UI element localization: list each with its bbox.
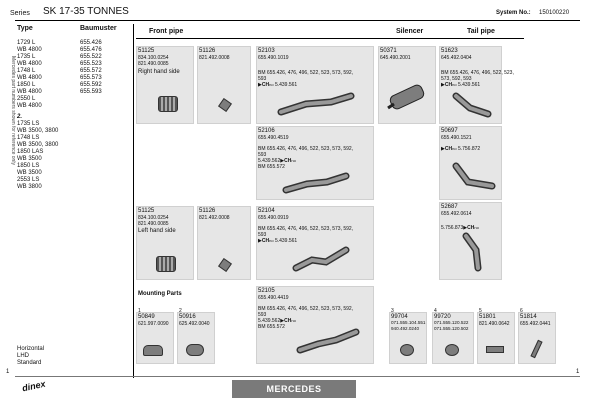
baumuster-item: 655.573 [80, 75, 102, 81]
type-item: 1850 LAS [17, 149, 44, 155]
part-number: 52103 [258, 48, 275, 54]
baumuster-item: 655.476 [80, 47, 102, 53]
col-header-rule [136, 38, 524, 39]
tail-pipe-icon [452, 90, 492, 118]
part-ref: 655.490.4519 [258, 135, 289, 141]
type-item: WB 3500, 3800 [17, 128, 59, 134]
ch-label: CH [467, 225, 475, 231]
type-item: WB 4800 [17, 47, 42, 53]
rubber-mount-icon [400, 344, 414, 356]
footer-label: Horizontal [17, 346, 45, 352]
type-item: WB 4800 [17, 61, 42, 67]
part-ref: 655.490.4419 [258, 295, 289, 301]
part-ref: 621.997.0090 [138, 321, 169, 327]
part-ref: 655.490.0919 [258, 215, 289, 221]
header-rule [15, 20, 580, 21]
ch-label: CH [444, 82, 453, 88]
baumuster-item: 655.592 [80, 82, 102, 88]
part-ref: 071.555.120.522 071.555.120.502 [434, 320, 469, 331]
ch-suffix: no [452, 82, 457, 87]
left-page-number: 1 [6, 369, 10, 375]
footer-label: LHD [17, 353, 30, 359]
ch-suffix: no [269, 82, 274, 87]
ch-number: 5.756.872 [457, 146, 481, 152]
part-fitment: BM 655.426, 476, 496, 522, 523, 573, 592, 593 [258, 146, 354, 158]
part-ref: 655.490.1019 [258, 55, 289, 61]
part-number: 51125 [138, 208, 155, 214]
part-fitment: BM 655.426, 476, 496, 522, 523, 573, 592, 593 [258, 306, 354, 318]
type-item: 1850 L [17, 82, 36, 88]
type-item: 2. [17, 114, 23, 120]
system-label: System No.: [496, 10, 531, 16]
part-number: 50697 [441, 128, 458, 134]
type-item: WB 3500 [17, 156, 42, 162]
part-number: 51801 [479, 314, 496, 320]
part-ref: 821.492.0008 [199, 55, 230, 61]
tail-pipe-icon [462, 232, 494, 272]
part-number: 50371 [380, 48, 397, 54]
ch-label: CH [284, 158, 292, 164]
part-number: 52687 [441, 204, 458, 210]
part-ref: 655.490.1521 [441, 135, 472, 141]
dinex-logo: dinex [21, 378, 47, 394]
mount-index: 6 [520, 308, 523, 314]
baumuster-list [80, 40, 102, 96]
part-ref: 834.100.0254 821.490.0085 [138, 215, 169, 227]
part-ref: 645.490.2001 [380, 55, 411, 61]
clamp-icon [158, 96, 178, 112]
baumuster-item: 655.426 [80, 40, 102, 46]
system-number: 150100220 [539, 10, 570, 16]
mount-index: 1 [138, 308, 141, 314]
rubber-mount-icon [445, 344, 459, 356]
ch-label: CH [444, 146, 453, 152]
part-note: Right hand side [138, 69, 180, 75]
part-number: 52106 [258, 128, 275, 134]
part-number: 52104 [258, 208, 275, 214]
col-divider [133, 24, 134, 378]
type-item: WB 3500 [17, 170, 42, 176]
type-item: WB 3500, 3800 [17, 142, 59, 148]
baumuster-item: 655.523 [80, 61, 102, 67]
clamp-icon [156, 256, 176, 272]
ch-suffix: no [291, 318, 296, 323]
mount-index: 2 [179, 308, 182, 314]
ch-suffix: no [474, 225, 479, 230]
part-ref: 821.492.0008 [199, 215, 230, 221]
ch-number: 5.439.562 [258, 318, 281, 324]
part-bm: BM 655.572 [258, 324, 285, 330]
tail-pipe-icon [452, 160, 496, 192]
col-type: Type [17, 25, 33, 32]
type-item: 1748 L [17, 68, 36, 74]
ch-suffix: no [452, 146, 457, 151]
side-text: Mercedes part numbers shown for reference only [10, 56, 16, 165]
part-fitment: BM 655.426, 476, 496, 522, 523, 573, 592, 593 [441, 70, 514, 82]
ch-arrow-icon: ▶ [258, 82, 262, 88]
baumuster-item: 655.572 [80, 68, 102, 74]
part-note: Left hand side [138, 228, 176, 234]
part-ref: 625.492.0040 [179, 321, 210, 327]
mounting-title: Mounting Parts [138, 291, 182, 297]
footer-rule [15, 376, 580, 377]
ch-arrow-icon: ▶ [441, 146, 445, 152]
part-ref: 655.492.0614 [441, 211, 472, 217]
ch-arrow-icon: ▶ [258, 238, 262, 244]
ch-arrow-icon: ▶ [280, 158, 285, 164]
strap-icon [486, 346, 504, 353]
part-number: 99720 [434, 314, 451, 320]
type-item: 2550 L [17, 96, 36, 102]
part-number: 52105 [258, 288, 275, 294]
part-ref: 821.490.0642 [479, 321, 510, 327]
silencer-icon [386, 82, 430, 114]
ch-number: 5.756.873 [441, 225, 464, 231]
series-title: SK 17-35 TONNES [43, 6, 129, 17]
part-ref: 071.555.104.551 940.492.0240 [391, 320, 426, 331]
ch-label: CH [261, 238, 270, 244]
bracket-icon [143, 345, 163, 356]
part-fitment: BM 655.426, 476, 496, 522, 523, 573, 592, 593 [258, 226, 354, 238]
front-pipe-icon [282, 170, 352, 196]
footer-labels [17, 346, 44, 367]
ch-number: 5.439.561 [457, 82, 481, 88]
make-banner: MERCEDES [232, 380, 356, 398]
part-number: 50849 [138, 314, 155, 320]
type-item: 1850 LS [17, 163, 40, 169]
col-front-pipe: Front pipe [149, 28, 184, 35]
ch-label: CH [284, 318, 292, 324]
ch-line [441, 146, 480, 152]
front-pipe-icon [276, 92, 356, 120]
part-ref: 645.492.0404 [441, 55, 472, 61]
part-ref: 655.492.0441 [520, 321, 551, 327]
ch-number: 5.439.562 [258, 158, 281, 164]
type-list [17, 40, 85, 191]
ch-arrow-icon: ▶ [463, 225, 468, 231]
type-item: 1748 LS [17, 135, 40, 141]
ch-line [441, 225, 479, 231]
type-item: WB 4800 [17, 89, 42, 95]
type-item: WB 4800 [17, 103, 42, 109]
baumuster-item: 655.522 [80, 54, 102, 60]
part-number: 99704 [391, 314, 408, 320]
part-number: 51125 [138, 48, 155, 54]
part-number: 51126 [199, 48, 216, 54]
type-item: WB 4800 [17, 75, 42, 81]
page-number: 1 [576, 369, 580, 375]
front-pipe-icon [292, 244, 352, 274]
part-bm: BM 655.572 [258, 164, 285, 170]
col-silencer: Silencer [396, 28, 424, 35]
col-baumuster: Baumuster [80, 25, 117, 32]
front-pipe-icon [296, 326, 362, 356]
type-item: 1729 L [17, 40, 36, 46]
ch-arrow-icon: ▶ [441, 82, 445, 88]
col-tail-pipe: Tail pipe [467, 28, 495, 35]
ch-number: 5.439.561 [274, 82, 298, 88]
mount-index: 3 [391, 308, 394, 314]
mount-index: 5 [479, 308, 482, 314]
part-ref: 834.100.0254 821.490.0085 [138, 55, 169, 67]
part-number: 50916 [179, 314, 196, 320]
part-number: 51623 [441, 48, 458, 54]
ch-number: 5.439.561 [274, 238, 298, 244]
ch-label: CH [261, 82, 270, 88]
type-item: 2553 LS [17, 177, 40, 183]
type-item: WB 3800 [17, 184, 42, 190]
ch-arrow-icon: ▶ [280, 318, 285, 324]
footer-label: Standard [17, 360, 42, 366]
ch-suffix: no [269, 238, 274, 243]
series-label: Series [10, 10, 30, 17]
ch-line [258, 82, 297, 88]
ch-line [441, 82, 480, 88]
part-number: 51814 [520, 314, 537, 320]
ch-suffix: no [291, 158, 296, 163]
mount-index: 4 [434, 308, 437, 314]
type-item: 1735 L [17, 54, 36, 60]
baumuster-item: 655.593 [80, 89, 102, 95]
clamp-icon [186, 344, 204, 356]
part-fitment: BM 655.426, 476, 496, 522, 523, 573, 592, 593 [258, 70, 354, 82]
type-item: 1735 LS [17, 121, 40, 127]
part-number: 51126 [199, 208, 216, 214]
